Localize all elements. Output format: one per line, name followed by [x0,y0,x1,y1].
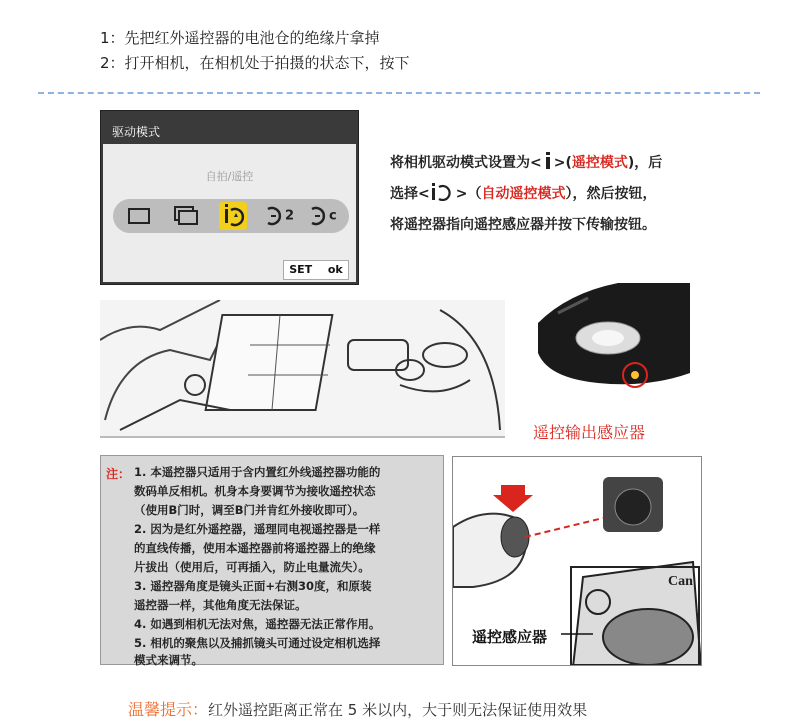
notes-label: 注： [106,467,131,481]
note-line: 数码单反相机。机身本身要调节为接收遥控状态 [134,484,376,498]
instruction-2-end: ），然后按钮， [565,186,657,202]
lcd-body [103,144,356,282]
self-timer-2s-icon [263,205,294,227]
instruction-2-pre: 选择< [390,186,430,202]
ok-label: ok [327,263,343,276]
single-shot-icon [127,206,151,226]
warm-tip-text: 红外遥控距离正常在 5 米以内，大于则无法保证使用效果 [208,701,588,719]
step-1: 1：先把红外遥控器的电池仓的绝缘片拿掉 [100,29,380,47]
notes-box [100,455,444,665]
camera-sketch-image [100,300,505,436]
set-label: SET [289,263,313,276]
instruction-1-post: >( [553,155,572,171]
warm-tip-label: 温馨提示： [128,700,209,719]
instruction-line-3: 将遥控器指向遥控感应器并按下传输按钮。 [390,217,656,233]
remote-mode-icon [222,204,246,228]
lcd-subtitle: 自拍/遥控 [205,170,254,183]
instruction-1-end: )，后 [627,155,663,171]
self-timer-custom-suffix: c [329,208,337,224]
lcd-title: 驱动模式 [112,125,161,139]
note-line: 遥控器一样，其他角度无法保证。 [134,598,307,612]
remote-output-sensor-caption: 遥控输出感应器 [533,423,646,442]
note-line: （使用B门时，调至B门并肯红外接收即可）。 [134,503,365,517]
mode-selector-bar [113,199,349,233]
note-line: 2. 因为是红外遥控器，遥理同电视遥控器是一样 [134,522,381,536]
remote-mode-label: 遥控模式 [571,155,628,171]
auto-remote-inline-icon [430,183,456,201]
set-ok-hint [283,260,349,280]
drive-mode-screen [100,110,359,285]
continuous-shot-icon [173,206,199,226]
camera-top-sketch [100,300,505,438]
camera-brand-text: Can [668,574,693,589]
step-2: 2：打开相机，在相机处于拍摄的状态下，按下 [100,54,410,72]
note-line: 片拔出（使用后，可再插入，防止电量流失）。 [134,560,370,574]
remote-sensor-caption: 遥控感应器 [472,628,548,646]
instruction-line-1 [390,152,662,172]
auto-remote-mode-label: 自动遥控模式 [481,186,566,202]
note-line: 1. 本遥控器只适用于含内置红外线遥控器功能的 [134,465,381,479]
remote-closeup [528,283,690,395]
note-line: 5. 相机的聚焦以及捕抓镜头可通过设定相机选择 [134,636,381,650]
dashed-divider [38,92,760,94]
note-line: 3. 遥控器角度是镜头正面+右测30度，和原装 [134,579,372,593]
remote-mode-inline-icon [542,152,554,170]
note-line: 的直线传播，使用本遥控器前将遥控器上的绝缘 [134,541,376,555]
instruction-2-post: >（ [455,186,482,202]
instruction-1-pre: 将相机驱动模式设置为< [390,155,542,171]
self-timer-2s-suffix: 2 [285,208,295,224]
instruction-line-2 [390,183,656,203]
note-line: 4. 如遇到相机无法对焦，遥控器无法正常作用。 [134,617,381,631]
note-line: 模式来调节。 [134,653,203,667]
remote-closeup-image [528,283,690,395]
self-timer-custom-icon [307,205,337,227]
warm-tip [128,697,587,720]
